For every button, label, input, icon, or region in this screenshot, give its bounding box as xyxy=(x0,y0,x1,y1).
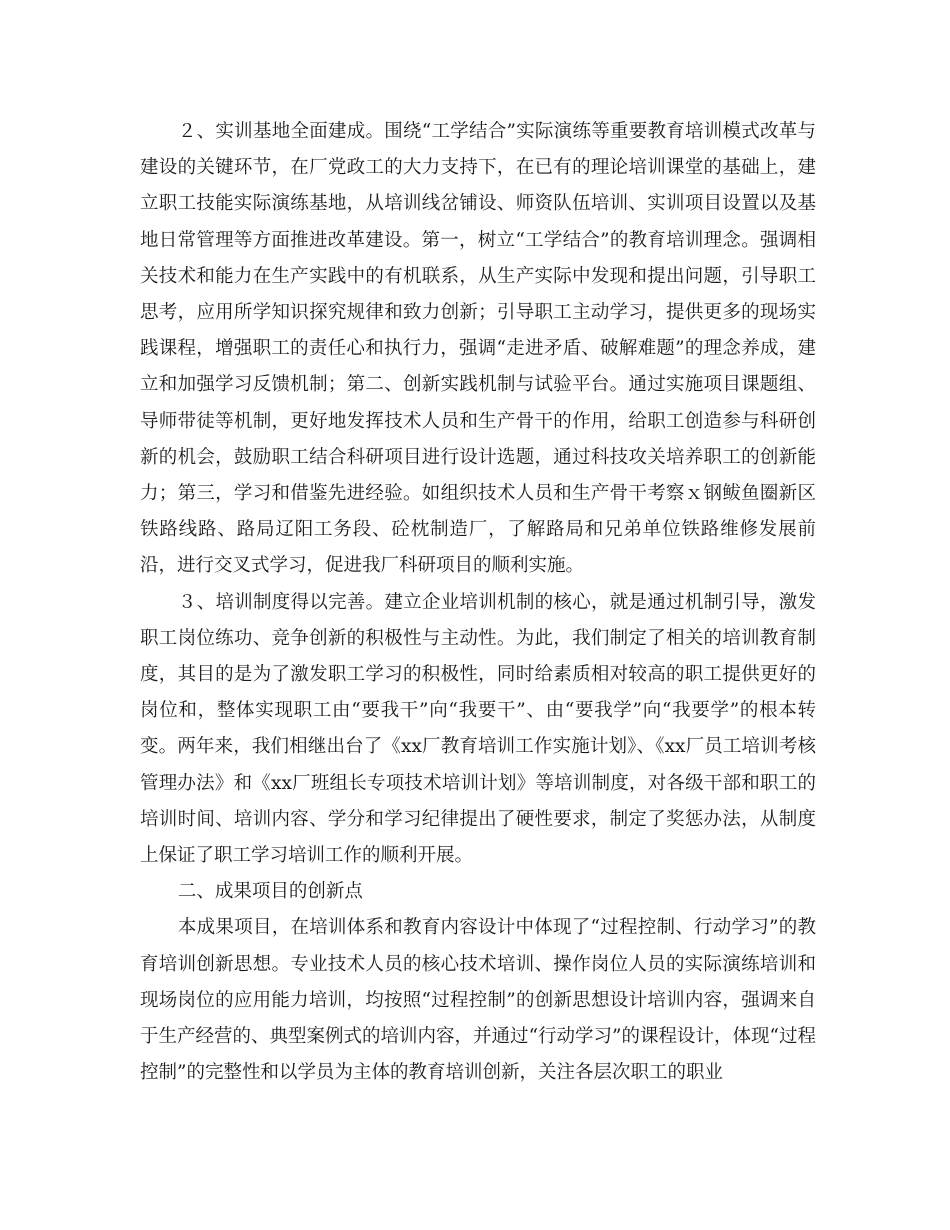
paragraph-training-system: ３、培训制度得以完善。建立企业培训机制的核心，就是通过机制引导，激发职工岗位练功、竞争创新的积极性与主动性。为此，我们制定了相关的培训教育制度，其目的是为了激发职工学习的积极性，同时给素质相对较高的职工提供更好的岗位和，整体实现职工由“要我干”向“我要干”、由“要我学”向“我要学”的根本转变。两年来，我们相继出台了《xx厂教育培训工作实施计划》、《xx厂员工培训考核管理办法》和《xx厂班组长专项技术培训计划》等培训制度，对各级干部和职工的培训时间、培训内容、学分和学习纪律提出了硬性要求，制定了奖惩办法，从制度上保证了职工学习培训工作的顺利开展。 xyxy=(140,591,816,867)
section-heading: 二、成果项目的创新点 xyxy=(177,881,363,903)
paragraph-innovation: 本成果项目，在培训体系和教育内容设计中体现了“过程控制、行动学习”的教育培训创新思想。专业技术人员的核心技术培训、操作岗位人员的实际演练培训和现场岗位的应用能力培训，均按照“过程控制”的创新思想设计培训内容，强调来自于生产经营的、典型案例式的培训内容，并通过“行动学习”的课程设计，体现“过程控制”的完整性和以学员为主体的教育培训创新，关注各层次职工的职业 xyxy=(140,917,816,1084)
document-body xyxy=(140,114,816,1091)
paragraph-training-base: ２、实训基地全面建成。围绕“工学结合”实际演练等重要教育培训模式改革与建设的关键环节，在厂党政工的大力支持下，在已有的理论培训课堂的基础上，建立职工技能实际演练基地，从培训线岔铺设、师资队伍培训、实训项目设置以及基地日常管理等方面推进改革建设。第一，树立“工学结合”的教育培训理念。强调相关技术和能力在生产实践中的有机联系，从生产实际中发现和提出问题，引导职工思考，应用所学知识探究规律和致力创新；引导职工主动学习，提供更多的现场实践课程，增强职工的责任心和执行力，强调“走进矛盾、破解难题”的理念养成，建立和加强学习反馈机制；第二、创新实践机制与试验平台。通过实施项目课题组、导师带徒等机制，更好地发挥技术人员和生产骨干的作用，给职工创造参与科研创新的机会，鼓励职工结合科研项目进行设计选题，通过科技攻关培养职工的创新能力；第三，学习和借鉴先进经验。如组织技术人员和生产骨干考察ｘ钢鲅鱼圈新区铁路线路、路局辽阳工务段、砼枕制造厂，了解路局和兄弟单位铁路维修发展前沿，进行交叉式学习，促进我厂科研项目的顺利实施。 xyxy=(140,121,816,577)
